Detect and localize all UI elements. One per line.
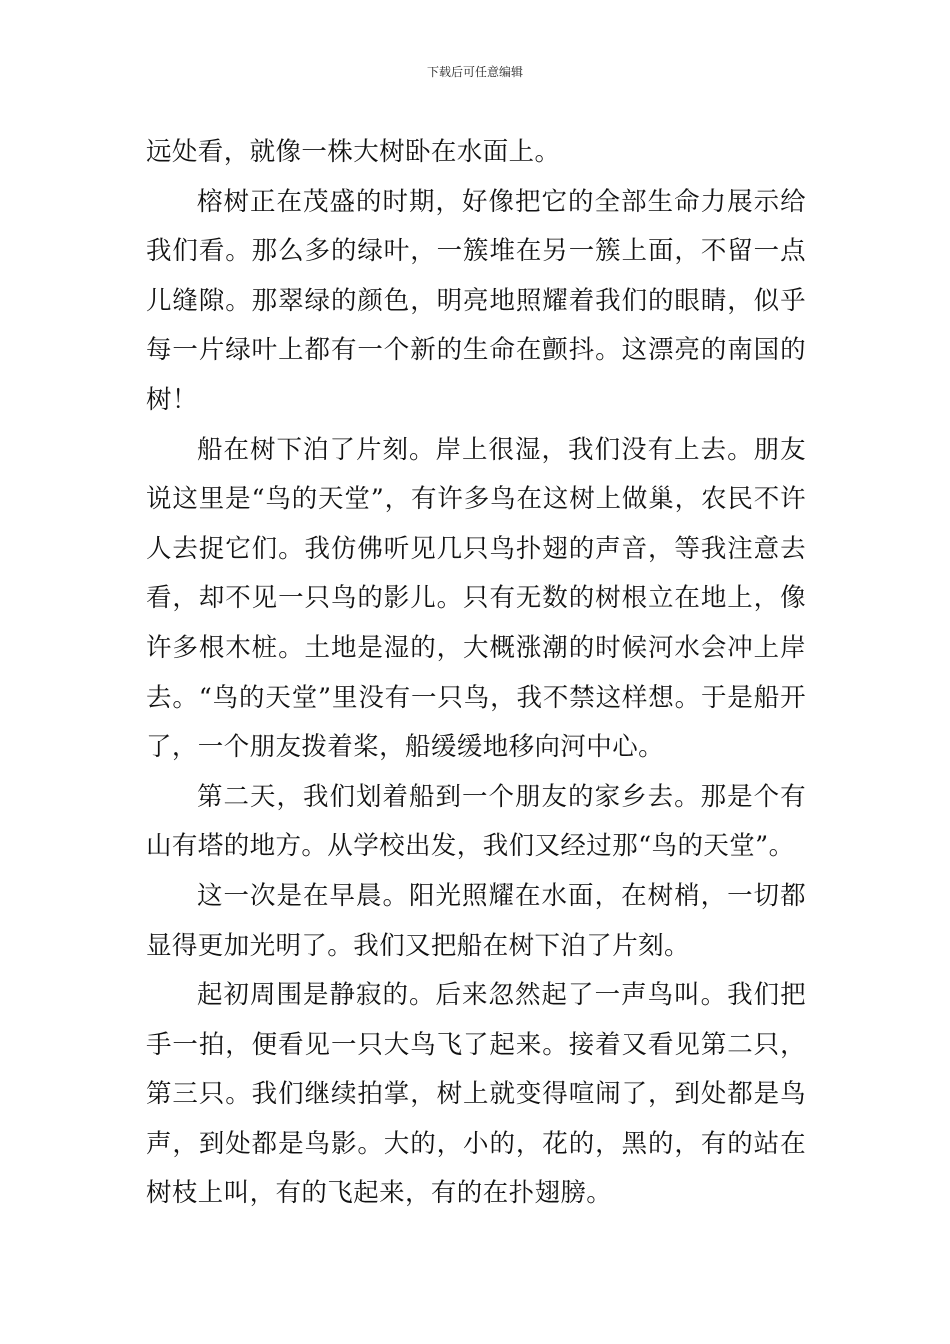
paragraph-6: 起初周围是静寂的。后来忽然起了一声鸟叫。我们把手一拍，便看见一只大鸟飞了起来。接着又看见第二只，第三只。我们继续拍掌，树上就变得喧闹了，到处都是鸟声，到处都是鸟影。大的，小的，花的，黑的，有的站在树枝上叫，有的飞起来，有的在扑翅膀。 bbox=[146, 980, 806, 1209]
paragraph-3: 船在树下泊了片刻。岸上很湿，我们没有上去。朋友说这里是“鸟的天堂”，有许多鸟在这树上做巢，农民不许人去捉它们。我仿佛听见几只鸟扑翅的声音，等我注意去看，却不见一只鸟的影儿。只有无数的树根立在地上，像许多根木桩。土地是湿的，大概涨潮的时候河水会冲上岸去。“鸟的天堂”里没有一只鸟，我不禁这样想。于是船开了，一个朋友拨着桨，船缓缓地移向河中心。 bbox=[146, 434, 806, 763]
page-header: 下载后可任意编辑 bbox=[426, 65, 523, 79]
paragraph-2: 榕树正在茂盛的时期，好像把它的全部生命力展示给我们看。那么多的绿叶，一簇堆在另一簇上面，不留一点儿缝隙。那翠绿的颜色，明亮地照耀着我们的眼睛，似乎每一片绿叶上都有一个新的生命在颤抖。这漂亮的南国的树！ bbox=[146, 186, 806, 415]
document-body bbox=[146, 128, 806, 1219]
paragraph-1: 远处看，就像一株大树卧在水面上。 bbox=[146, 137, 561, 167]
paragraph-4: 第二天，我们划着船到一个朋友的家乡去。那是个有山有塔的地方。从学校出发，我们又经过那“鸟的天堂”。 bbox=[146, 781, 806, 862]
paragraph-5: 这一次是在早晨。阳光照耀在水面，在树梢，一切都显得更加光明了。我们又把船在树下泊了片刻。 bbox=[146, 880, 806, 961]
